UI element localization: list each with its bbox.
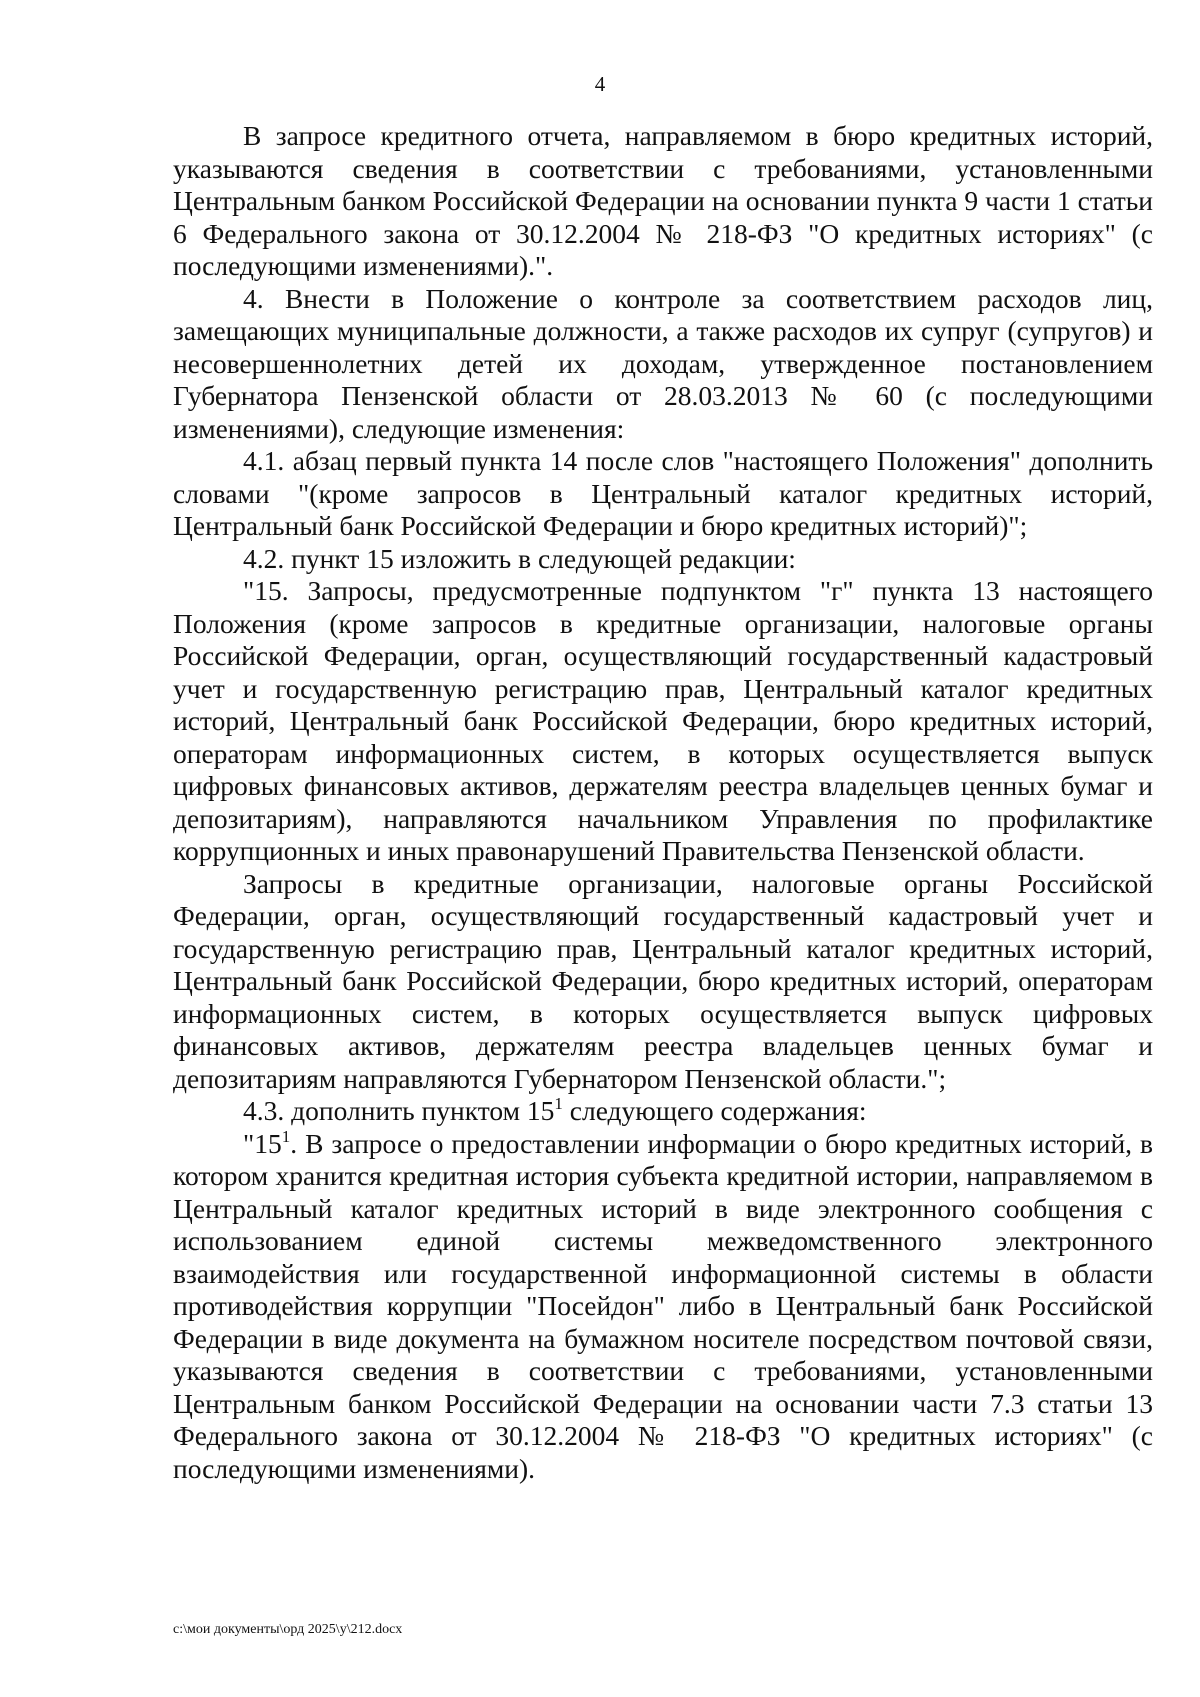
document-body: [173, 120, 1153, 1485]
paragraph-item-4: 4. Внести в Положение о контроле за соответствием расходов лиц, замещающих муниципальные должности, а также расходов их супруг (супругов) и несовершеннолетних детей их доходам, утвержденное постановлением Губернатора Пензенской области от 28.03.2013 № 60 (с последующими изменениями), следующие изменения:: [173, 282, 1153, 444]
paragraph-item-4-2: 4.2. пункт 15 изложить в следующей редакции:: [243, 542, 796, 574]
paragraph-item-4-1: 4.1. абзац первый пункта 14 после слов "настоящего Положения" дополнить словами "(кроме запросов в Центральный каталог кредитных историй, Центральный банк Российской Федерации и бюро кредитных историй)";: [173, 445, 1153, 541]
footer-file-path: c:\мои документы\орд 2025\у\212.docx: [173, 1622, 403, 1637]
paragraph-point-15: "15. Запросы, предусмотренные подпунктом "г" пункта 13 настоящего Положения (кроме запросов в кредитные организации, налоговые органы Российской Федерации, орган, осуществляющий государственный кадастровый учет и государственную регистрацию прав, Центральный каталог кредитных историй, Центральный банк Российской Федерации, бюро кредитных историй, операторам информационных систем, в которых осуществляется выпуск цифровых финансовых активов, держателям реестра владельцев ценных бумаг и депозитариям), направляются начальником Управления по профилактике коррупционных и иных правонарушений Правительства Пензенской области.: [173, 575, 1153, 866]
paragraph-point-15-1: [173, 1128, 1153, 1486]
item-4-3-superscript: 1: [554, 1094, 563, 1113]
paragraph-item-4-3: [173, 1095, 1153, 1128]
item-4-3-suffix: следующего содержания:: [562, 1095, 867, 1126]
point-15-1-superscript: 1: [281, 1126, 291, 1146]
paragraph-requests-governor: Запросы в кредитные организации, налоговые органы Российской Федерации, орган, осуществляющий государственный кадастровый учет и государственную регистрацию прав, Центральный каталог кредитных историй, Центральный банк Российской Федерации, бюро кредитных историй, операторам информационных систем, в которых осуществляется выпуск цифровых финансовых активов, держателям реестра владельцев ценных бумаг и депозитариям направляются Губернатором Пензенской области.";: [173, 867, 1153, 1094]
item-4-3-prefix: 4.3. дополнить пунктом 15: [243, 1095, 555, 1126]
page-number: 4: [594, 72, 606, 96]
point-15-1-text: . В запросе о предоставлении информации о бюро кредитных историй, в котором хранится кредитная история субъекта кредитной истории, направляемом в Центральный каталог кредитных историй в виде электронного сообщения с использованием единой системы межведомственного электронного взаимодействия или государственной информационной системы в области противодействия коррупции "Посейдон" либо в Центральный банк Российской Федерации в виде документа на бумажном носителе посредством почтовой связи, указываются сведения в соответствии с требованиями, установленными Центральным банком Российской Федерации на основании части 7.3 статьи 13 Федерального закона от 30.12.2004 № 218-ФЗ "О кредитных историях" (с последующими изменениями).: [173, 1127, 1153, 1484]
paragraph-credit-report-request: В запросе кредитного отчета, направляемом в бюро кредитных историй, указываются сведения в соответствии с требованиями, установленными Центральным банком Российской Федерации на основании пункта 9 части 1 статьи 6 Федерального закона от 30.12.2004 № 218-ФЗ "О кредитных историях" (с последующими изменениями).".: [173, 120, 1153, 281]
point-15-1-prefix: "15: [243, 1127, 282, 1159]
